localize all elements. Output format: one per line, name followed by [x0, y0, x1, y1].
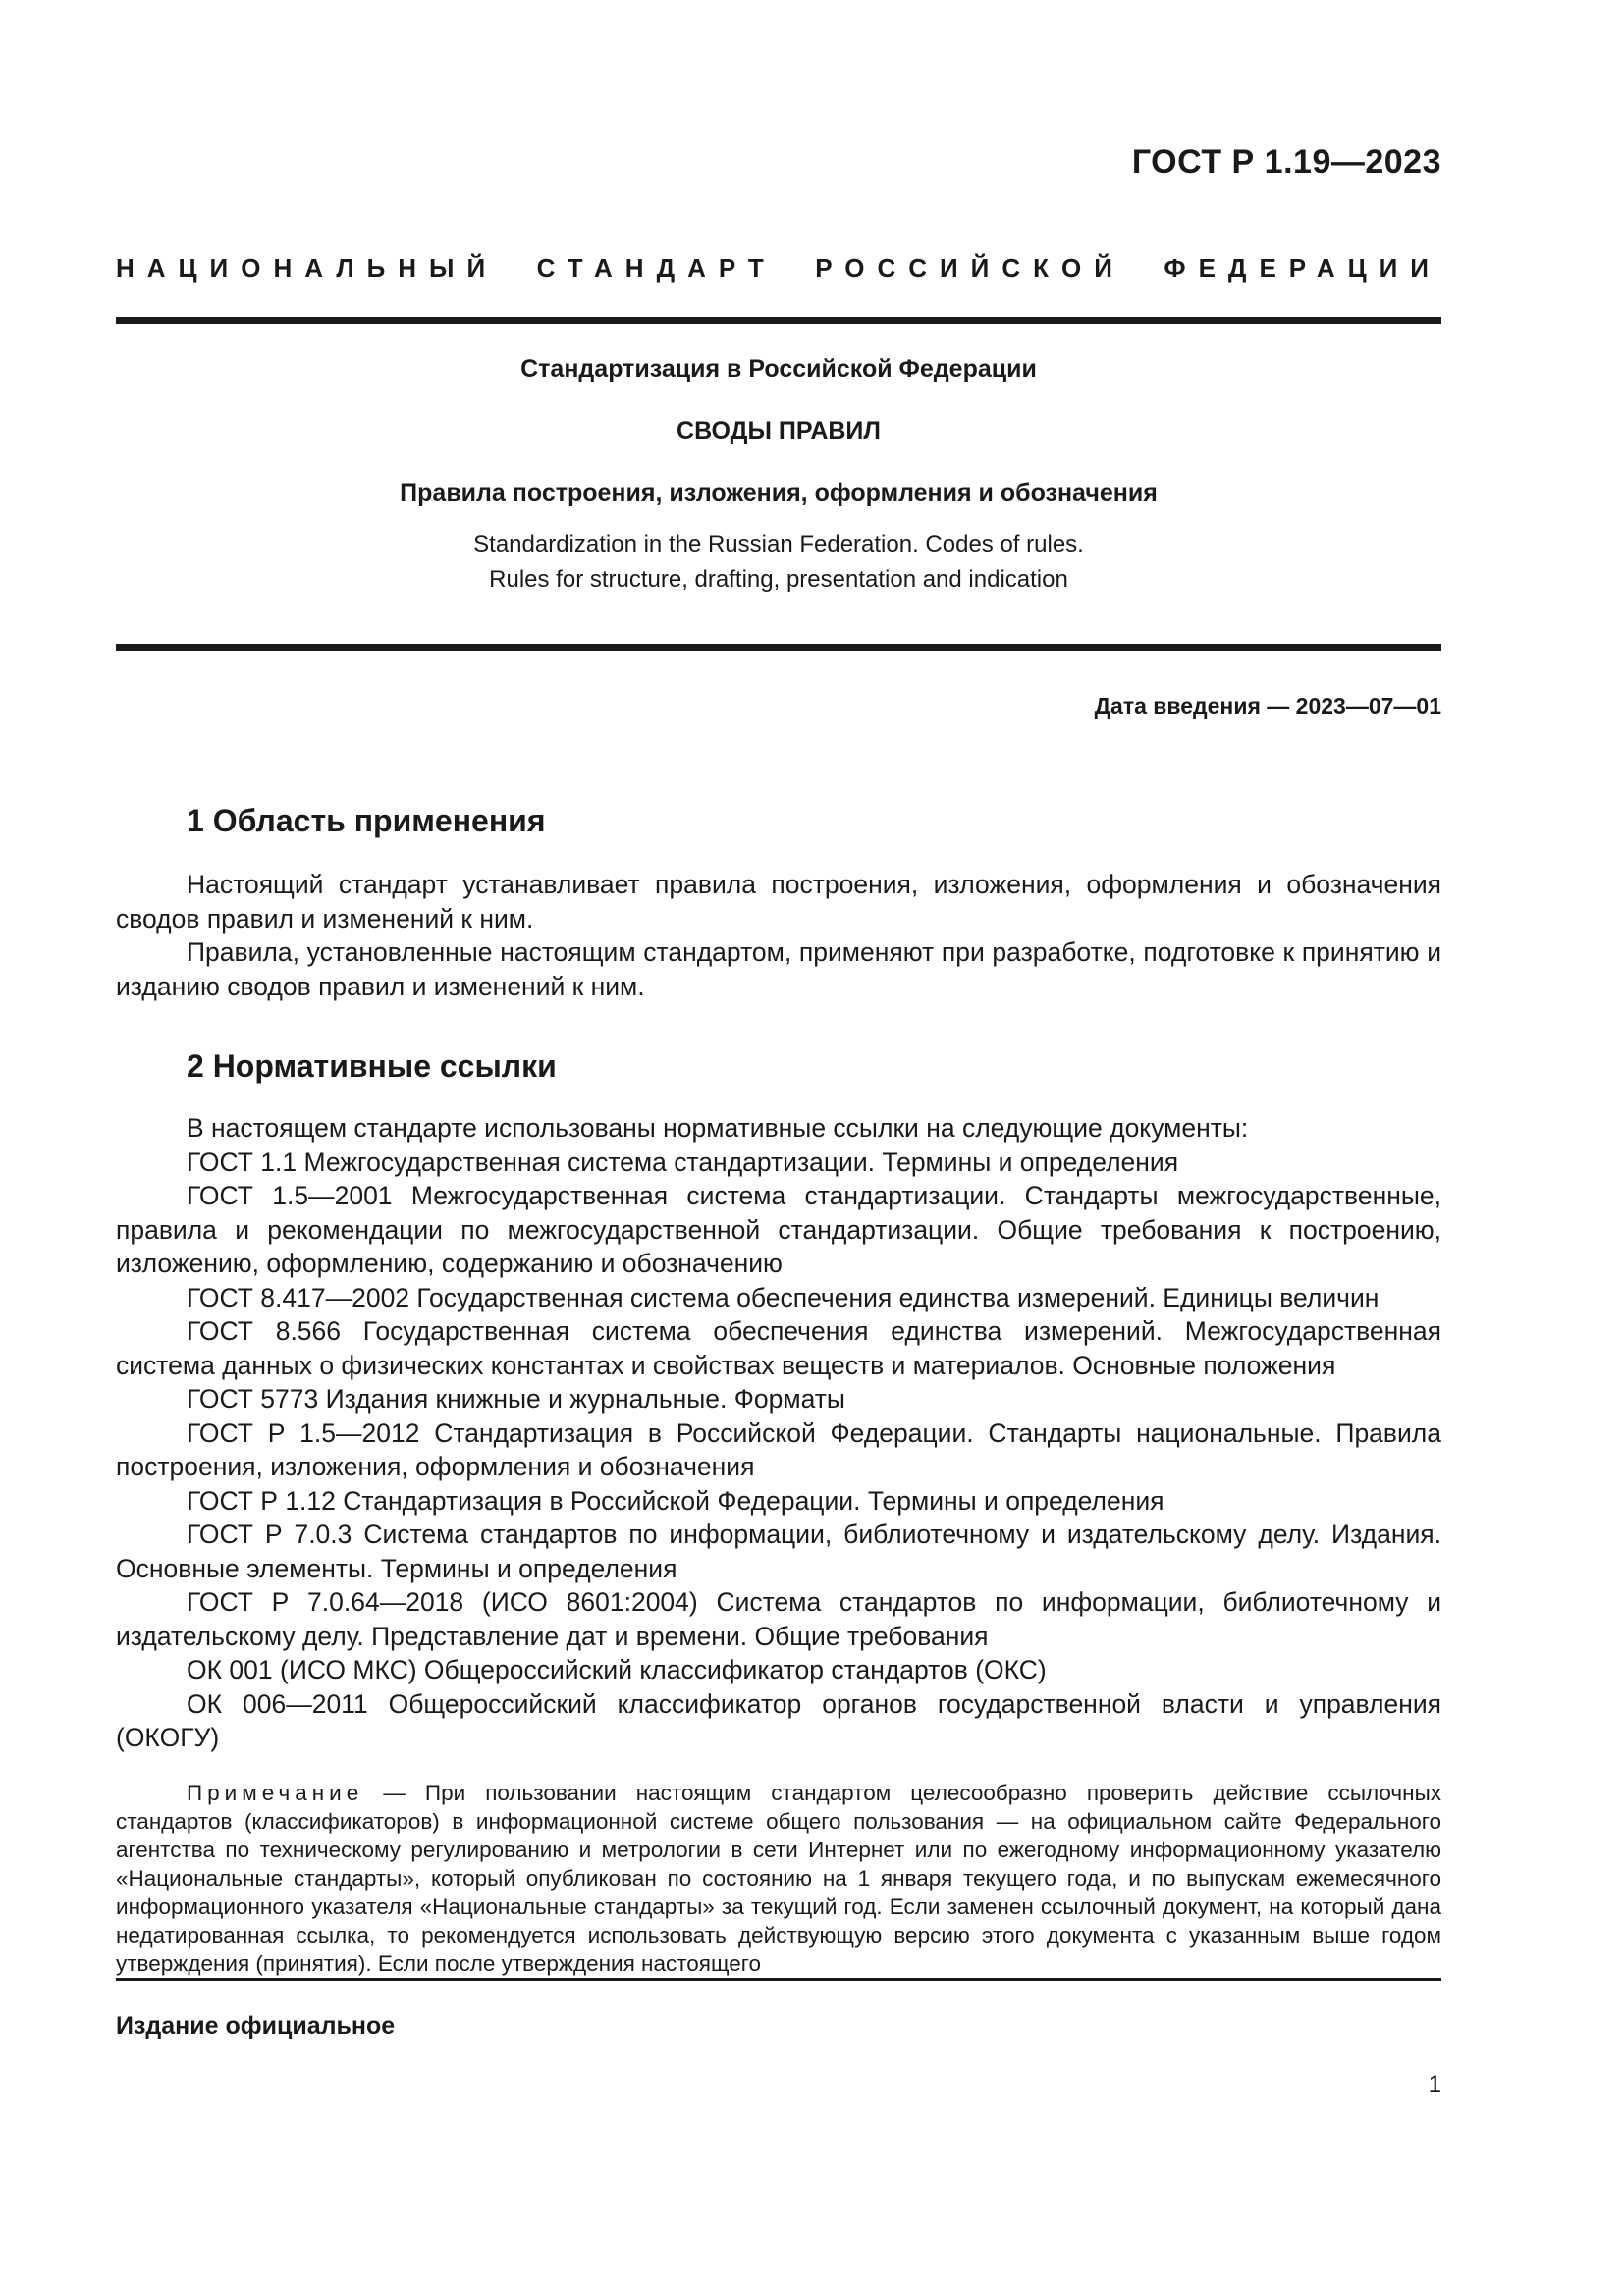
- introduction-date: Дата введения — 2023—07—01: [1094, 693, 1441, 719]
- note-text: — При пользовании настоящим стандартом целесообразно проверить действие ссылочных стандартов (классификаторов) в информационной системе общего пользования — на официальном сайте Федерального агентства по техническому регулированию и метрологии в сети Интернет или по ежегодному информационному указателю «Национальные стандарты», который опубликован по состоянию на 1 января текущего года, и по выпускам ежемесячного информационного указателя «Национальные стандарты» за текущий год. Если заменен ссылочный документ, на который дана недатированная ссылка, то рекомендуется использовать действующую версию этого документа с указанным выше годом утверждения (принятия). Если после утверждения настоящего: [116, 1781, 1441, 1976]
- reference-item: ГОСТ 8.566 Государственная система обеспечения единства измерений. Межгосударственная система данных о физических константах и свойствах веществ и материалов. Основные положения: [116, 1316, 1441, 1380]
- english-title-line-2: Rules for structure, drafting, presentation and indication: [489, 566, 1068, 593]
- reference-item: ГОСТ Р 1.12 Стандартизация в Российской Федерации. Термины и определения: [187, 1485, 1164, 1516]
- section-1-body: [116, 868, 1441, 1003]
- reference-item: ГОСТ 5773 Издания книжные и журнальные. Форматы: [187, 1384, 845, 1414]
- top-rule: [116, 317, 1441, 324]
- english-title-line-1: Standardization in the Russian Federation. Codes of rules.: [473, 531, 1084, 558]
- note-label: Примечание: [187, 1781, 364, 1805]
- footer-rule: [116, 1978, 1441, 1981]
- section-1-paragraph: Настоящий стандарт устанавливает правила построения, изложения, оформления и обозначения сводов правил и изменений к ним.: [116, 870, 1441, 934]
- section-2-heading: 2 Нормативные ссылки: [187, 1048, 557, 1084]
- national-standard-banner: НАЦИОНАЛЬНЫЙ СТАНДАРТ РОССИЙСКОЙ ФЕДЕРАЦИИ: [116, 253, 1441, 283]
- title-line-1: Стандартизация в Российской Федерации: [520, 355, 1037, 383]
- reference-item: ГОСТ 1.1 Межгосударственная система стандартизации. Термины и определения: [187, 1147, 1179, 1177]
- reference-item: ГОСТ Р 7.0.64—2018 (ИСО 8601:2004) Система стандартов по информации, библиотечному и издательскому делу. Представление дат и времени. Общие требования: [116, 1587, 1441, 1651]
- reference-item: ОК 001 (ИСО МКС) Общероссийский классификатор стандартов (ОКС): [187, 1655, 1047, 1684]
- reference-item: ГОСТ Р 1.5—2012 Стандартизация в Российской Федерации. Стандарты национальные. Правила построения, изложения, оформления и обозначения: [116, 1417, 1441, 1481]
- title-bottom-rule: [116, 644, 1441, 651]
- reference-item: ГОСТ 8.417—2002 Государственная система обеспечения единства измерений. Единицы величин: [187, 1282, 1380, 1312]
- section-1-paragraph: Правила, установленные настоящим стандартом, применяют при разработке, подготовке к принятию и изданию сводов правил и изменений к ним.: [116, 937, 1441, 1001]
- reference-item: ОК 006—2011 Общероссийский классификатор органов государственной власти и управления (ОКОГУ): [116, 1688, 1441, 1752]
- page-number: 1: [1428, 2071, 1441, 2098]
- section-1-heading: 1 Область применения: [187, 803, 546, 838]
- reference-item: ГОСТ 1.5—2001 Межгосударственная система стандартизации. Стандарты межгосударственные, правила и рекомендации по межгосударственной стандартизации. Общие требования к построению, изложению, оформлению, содержанию и обозначению: [116, 1181, 1441, 1278]
- title-line-3: Правила построения, изложения, оформления и обозначения: [400, 479, 1158, 507]
- references-note: [116, 1779, 1441, 1978]
- title-line-2: СВОДЫ ПРАВИЛ: [677, 417, 881, 445]
- edition-label: Издание официальное: [116, 2012, 396, 2040]
- section-2-body: [116, 1111, 1441, 1755]
- references-intro: В настоящем стандарте использованы нормативные ссылки на следующие документы:: [187, 1113, 1249, 1143]
- document-code: ГОСТ Р 1.19—2023: [1131, 143, 1441, 181]
- reference-item: ГОСТ Р 7.0.3 Система стандартов по информации, библиотечному и издательскому делу. Издания. Основные элементы. Термины и определения: [116, 1520, 1441, 1583]
- title-block: [116, 355, 1441, 598]
